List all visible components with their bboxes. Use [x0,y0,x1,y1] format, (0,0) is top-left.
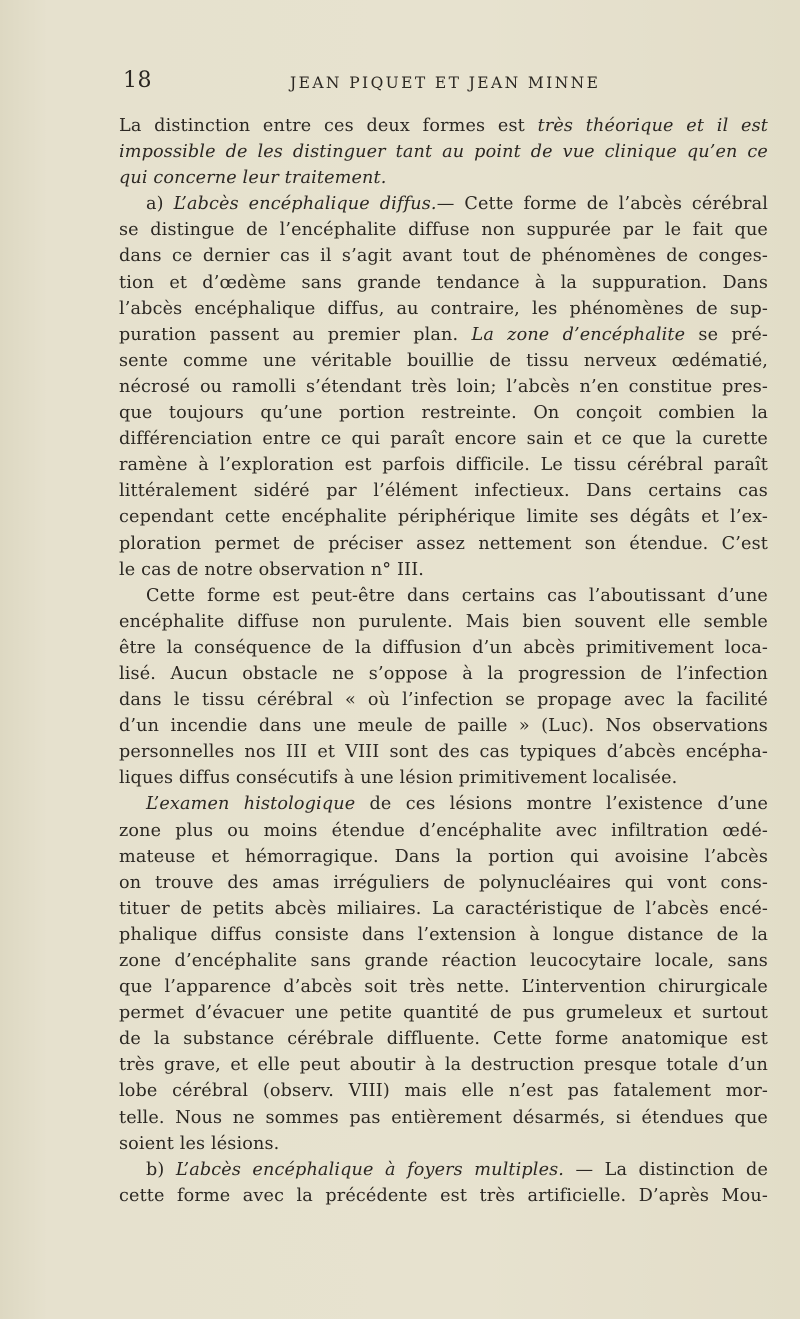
text-line [119,217,768,243]
text-run: personnelles nos III et VIII sont des cas typiques d’abcès encépha- [119,742,768,763]
text-run: cette forme avec la précédente est très artificielle. D’après Mou- [119,1185,768,1206]
text-line [119,870,768,896]
text-run: permet d’évacuer une petite quantité de pus grumeleux et surtout [119,1003,768,1024]
page-header [120,68,760,100]
text-line [119,426,768,452]
text-line [119,478,768,504]
text-run: a) [146,194,174,215]
text-run: se distingue de l’encéphalite diffuse non suppurée par le fait que [119,220,768,241]
text-run: puration passent au premier plan. [119,324,472,345]
text-line [119,922,768,948]
text-line [119,322,768,348]
text-line [119,1052,768,1078]
text-run: lisé. Aucun obstacle ne s’oppose à la progression de l’infection [119,663,768,684]
text-run: tituer de petits abcès miliaires. La caractéristique de l’abcès encé- [119,898,768,919]
text-run: de ces lésions montre l’existence d’une [355,794,769,815]
text-run: nécrosé ou ramolli s’étendant très loin; l’abcès n’en constitue pres- [119,376,768,397]
text-run: que toujours qu’une portion restreinte. On conçoit combien la [119,403,768,424]
text-run: littéralement sidéré par l’élément infectieux. Dans certains cas [119,481,768,502]
text-run: le cas de notre observation n° III. [119,559,425,580]
text-run: sente comme une véritable bouillie de tissu nerveux œdématié, [119,350,768,371]
text-line [119,713,768,739]
text-line [119,531,768,557]
text-line [119,191,768,217]
text-run: lobe cérébral (observ. VIII) mais elle n’est pas fatalement mor- [119,1081,768,1102]
text-run: dans le tissu cérébral « où l’infection se propage avec la facilité [119,690,768,711]
text-line [119,818,768,844]
text-run: dans ce dernier cas il s’agit avant tout de phénomènes de conges- [119,246,768,267]
text-run: zone d’encéphalite sans grande réaction leucocytaire locale, sans [119,951,768,971]
text-run: — La distinction de [564,1159,769,1180]
text-run: on trouve des amas irréguliers de polynucléaires qui vont cons- [119,872,768,893]
text-line [119,270,768,296]
text-line [119,1183,768,1209]
italic-run: impossible de les distinguer tant au point de vue clinique qu’en ce [119,142,768,163]
text-line [119,400,768,426]
text-line [119,896,768,922]
text-line [119,739,768,765]
text-run: tion et d’œdème sans grande tendance à la suppuration. Dans [119,272,768,293]
text-run: être la conséquence de la diffusion d’un abcès primitivement loca- [119,637,768,658]
page-number: 18 [123,68,152,93]
text-run: soient les lésions. [119,1133,280,1154]
text-line [119,374,768,400]
text-run: Cette forme est peut-être dans certains cas l’aboutissant d’une [146,585,768,606]
text-line [119,661,768,687]
italic-run: L’abcès encéphalique diffus. [173,194,437,215]
text-run: — Cette forme de l’abcès cérébral [436,194,769,215]
text-line [119,1026,768,1052]
text-line [119,974,768,1000]
text-line [119,139,768,165]
text-line [119,844,768,870]
text-run: que l’apparence d’abcès soit très nette. L’intervention chirurgicale [119,977,768,998]
text-run: mateuse et hémorragique. Dans la portion qui avoisine l’abcès [119,846,768,867]
text-run: zone plus ou moins étendue d’encéphalite avec infiltration œdé- [119,820,768,841]
text-run: encéphalite diffuse non purulente. Mais bien souvent elle semble [119,611,768,632]
text-run: phalique diffus consiste dans l’extension à longue distance de la [119,924,768,945]
text-run: ramène à l’exploration est parfois difficile. Le tissu cérébral paraît [119,455,768,476]
italic-run: L’examen histologique [146,794,356,815]
italic-run: La zone d’encéphalite [471,324,686,345]
text-line [119,557,768,583]
text-line [119,609,768,635]
text-line [119,1000,768,1026]
italic-run: très théorique et il est [537,116,768,136]
text-line [119,583,768,609]
text-line [119,243,768,269]
body-text [119,113,768,1209]
text-line [119,504,768,530]
text-line [119,948,768,974]
text-line [119,635,768,661]
text-run: b) [146,1159,176,1180]
text-run: différenciation entre ce qui paraît encore sain et ce que la curette [119,429,768,450]
text-line [119,765,768,791]
text-run: liques diffus consécutifs à une lésion primitivement localisée. [119,768,678,789]
text-run: cependant cette encéphalite périphérique limite ses dégâts et l’ex- [119,507,768,528]
text-run: se pré- [685,324,769,345]
text-line [119,1157,768,1183]
text-line [119,113,768,139]
text-run: très grave, et elle peut aboutir à la destruction presque totale d’un [119,1055,768,1076]
text-line [119,687,768,713]
text-line [119,452,768,478]
text-line [119,165,768,191]
running-head: JEAN PIQUET ET JEAN MINNE [290,74,601,92]
text-run: d’un incendie dans une meule de paille » (Luc). Nos observations [119,716,768,737]
text-line [119,1078,768,1104]
text-run: de la substance cérébrale diffluente. Cette forme anatomique est [119,1029,768,1050]
text-run: La distinction entre ces deux formes est [119,116,538,136]
text-line [119,348,768,374]
text-line [119,791,768,817]
text-run: l’abcès encéphalique diffus, au contraire, les phénomènes de sup- [119,298,768,319]
text-line [119,1131,768,1157]
italic-run: qui concerne leur traitement. [119,168,387,189]
italic-run: L’abcès encéphalique à foyers multiples. [175,1159,565,1180]
text-line [119,1105,768,1131]
text-run: ploration permet de préciser assez nettement son étendue. C’est [119,533,768,554]
text-run: telle. Nous ne sommes pas entièrement désarmés, si étendues que [119,1107,768,1128]
text-line [119,296,768,322]
